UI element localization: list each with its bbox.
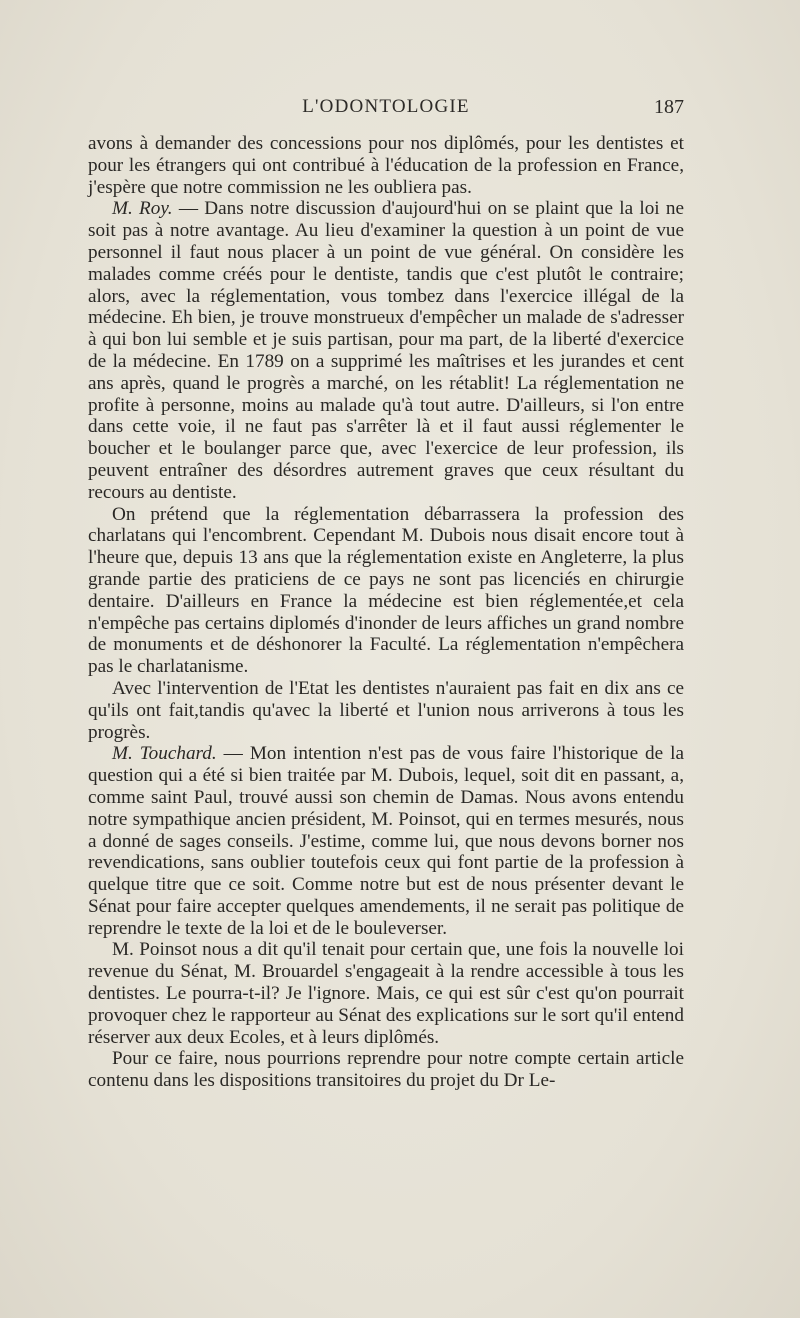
body-text: [88, 133, 684, 1092]
paragraph-5: [88, 743, 684, 939]
page-number: 187: [654, 96, 684, 118]
paragraph-text: Pour ce faire, nous pourrions reprendre pour notre compte certain article contenu dans les dispositions transitoires du projet du Dr Le-: [88, 1048, 684, 1092]
paragraph-6: [88, 939, 684, 1048]
paragraph-text: avons à demander des concessions pour nos diplômés, pour les dentistes et pour les étrangers qui ont contribué à l'éducation de la profession en France, j'espère que notre commission ne les oubliera pas.: [88, 133, 684, 198]
speaker-name: M. Roy.: [112, 198, 173, 220]
paragraph-3: [88, 504, 684, 678]
paragraph-4: [88, 678, 684, 743]
page-header: [88, 96, 684, 120]
paragraph-text: Avec l'intervention de l'Etat les dentistes n'auraient pas fait en dix ans ce qu'ils ont fait,tandis qu'avec la liberté et l'union nous arriverons à tous les progrès.: [88, 677, 684, 743]
paragraph-2: [88, 198, 684, 503]
paragraph-1: [88, 133, 684, 198]
paragraph-7: [88, 1048, 684, 1092]
speaker-name: M. Touchard.: [112, 743, 217, 765]
paragraph-text: — Dans notre discussion d'aujourd'hui on se plaint que la loi ne soit pas à notre avantage. Au lieu d'examiner la question à un point de vue personnel il faut nous placer à un point de vue général. On considère les malades comme créés pour le dentiste, tandis que c'est plutôt le contraire; alors, avec la réglementation, vous tombez dans l'exercice illégal de la médecine. Eh bien, je trouve monstrueux d'empêcher un malade de s'adresser à qui bon lui semble et je suis partisan, pour ma part, de la liberté d'exercice de la médecine. En 1789 on a supprimé les maîtrises et les jurandes et cent ans après, quand le progrès a marché, on les rétablit! La réglementation ne profite à personne, moins au malade qu'à tout autre. D'ailleurs, si l'on entre dans cette voie, il ne faut pas s'arrêter là et il faut aussi réglementer le boucher et le boulanger parce que, avec l'exercice de leur profession, ils peuvent entraîner des désordres autrement graves que ceux résultant du recours au dentiste.: [88, 198, 684, 503]
paragraph-text: — Mon intention n'est pas de vous faire l'historique de la question qui a été si bien traitée par M. Dubois, lequel, soit dit en passant, a, comme saint Paul, trouvé aussi son chemin de Damas. Nous avons entendu notre sympathique ancien président, M. Poinsot, qui en termes mesurés, nous a donné de sages conseils. J'estime, comme lui, que nous devons borner nos revendications, sans oublier toutefois ceux qui font partie de la profession à quelque titre que ce soit. Comme notre but est de nous présenter devant le Sénat pour faire accepter quelques amendements, il ne serait pas politique de reprendre le texte de la loi et de le bouleverser.: [88, 743, 684, 939]
running-title: L'ODONTOLOGIE: [302, 96, 470, 117]
paragraph-text: On prétend que la réglementation débarrassera la profession des charlatans qui l'encombrent. Cependant M. Dubois nous disait encore tout à l'heure que, depuis 13 ans que la réglementation existe en Angleterre, la plus grande partie des praticiens de ce pays ne sont pas licenciés en chirurgie dentaire. D'ailleurs en France la médecine est bien réglementée,et cela n'empêche pas certains diplomés d'inonder de leurs affiches un grand nombre de monuments et de déshonorer la Faculté. La réglementation n'empêchera pas le charlatanisme.: [88, 503, 684, 678]
paragraph-text: M. Poinsot nous a dit qu'il tenait pour certain que, une fois la nouvelle loi revenue du Sénat, M. Brouardel s'engageait à la rendre accessible à tous les dentistes. Le pourra-t-il? Je l'ignore. Mais, ce qui est sûr c'est qu'on pourrait provoquer chez le rapporteur au Sénat des explications sur le sort qu'il entend réserver aux deux Ecoles, et à leurs diplômés.: [88, 939, 684, 1048]
